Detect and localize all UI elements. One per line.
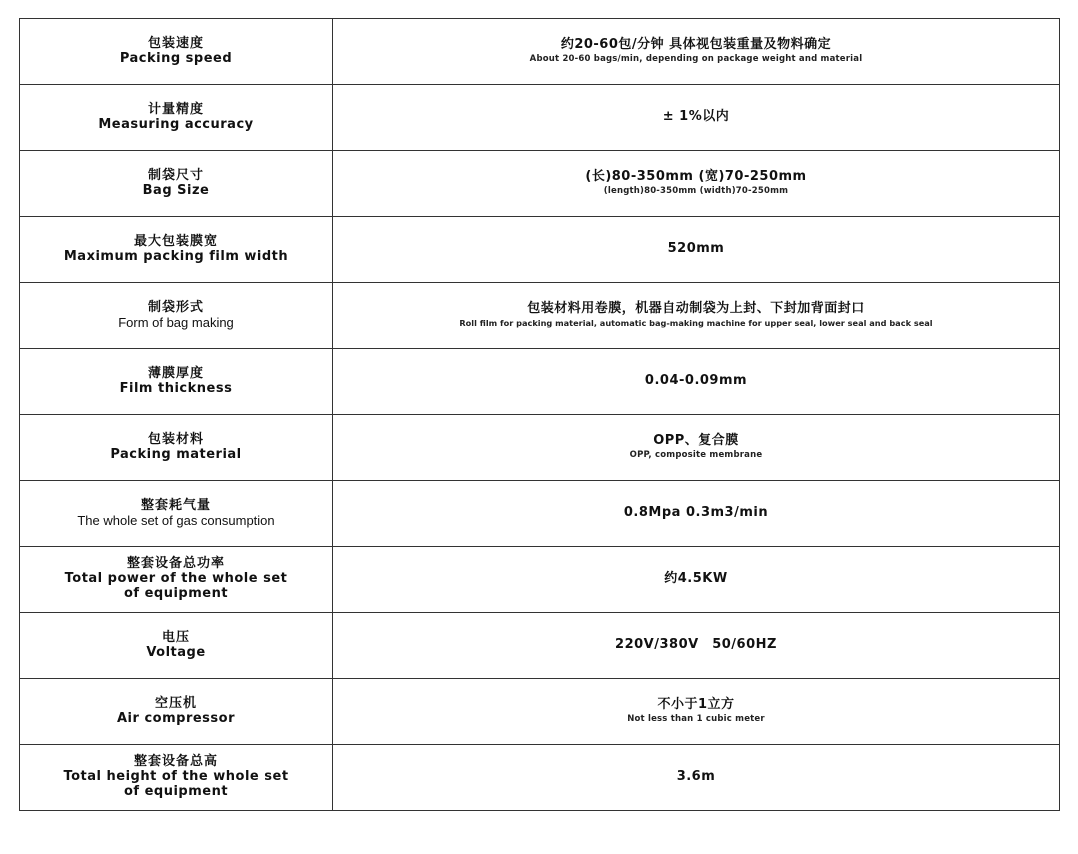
spec-label-zh: 制袋形式 [147, 299, 204, 315]
table-row [20, 481, 1060, 547]
spec-label-zh: 整套耗气量 [140, 497, 211, 513]
spec-label-en: Total power of the whole set [64, 571, 288, 587]
spec-label-cell [20, 679, 333, 745]
table-row [20, 679, 1060, 745]
spec-label-zh: 电压 [161, 629, 190, 645]
spec-value-cell [333, 217, 1060, 283]
spec-value: 0.04-0.09mm [644, 373, 748, 389]
spec-value-en: Roll film for packing material, automatic bag-making machine for upper seal, lower seal and back seal [459, 318, 933, 329]
spec-label-cell [20, 547, 333, 613]
spec-value: 0.8Mpa 0.3m3/min [623, 505, 769, 521]
spec-label-cell [20, 349, 333, 415]
spec-value-en: About 20-60 bags/min, depending on package weight and material [529, 54, 863, 65]
spec-label-zh: 计量精度 [147, 101, 204, 117]
spec-label-en: Film thickness [119, 380, 233, 396]
spec-value-cell [333, 85, 1060, 151]
table-row [20, 151, 1060, 217]
spec-label-en: Form of bag making [118, 314, 234, 330]
spec-value-en: Not less than 1 cubic meter [627, 714, 765, 725]
spec-value-cell [333, 283, 1060, 349]
table-row [20, 217, 1060, 283]
spec-label-en: The whole set of gas consumption [77, 512, 275, 528]
spec-label-zh: 空压机 [154, 695, 197, 711]
spec-label-zh: 包装材料 [147, 431, 204, 447]
spec-value: 包装材料用卷膜，机器自动制袋为上封、下封加背面封口 [527, 301, 865, 317]
spec-label-en: Packing speed [119, 50, 233, 66]
spec-label-en: Maximum packing film width [63, 248, 289, 264]
spec-table [19, 18, 1060, 811]
spec-value: ± 1%以内 [662, 109, 730, 125]
spec-label-zh: 整套设备总高 [133, 754, 218, 770]
spec-label-en-line-2: of equipment [123, 783, 229, 799]
spec-label-cell [20, 745, 333, 811]
spec-value-cell [333, 151, 1060, 217]
table-row [20, 19, 1060, 85]
spec-label-cell [20, 415, 333, 481]
spec-value-cell [333, 547, 1060, 613]
spec-value: 520mm [667, 241, 725, 257]
spec-value: OPP、复合膜 [653, 433, 739, 449]
spec-label-zh: 包装速度 [147, 35, 204, 51]
table-row [20, 547, 1060, 613]
spec-label-zh: 薄膜厚度 [147, 365, 204, 381]
spec-value-cell [333, 679, 1060, 745]
spec-label-en: Packing material [110, 446, 242, 462]
table-row [20, 283, 1060, 349]
table-row [20, 85, 1060, 151]
spec-label-en: Measuring accuracy [98, 116, 254, 132]
spec-value: 220V/380V 50/60HZ [615, 637, 777, 653]
spec-label-cell [20, 217, 333, 283]
spec-label-en: Air compressor [117, 710, 235, 726]
spec-label-en: Bag Size [142, 182, 210, 198]
spec-value-cell [333, 481, 1060, 547]
spec-label-cell [20, 85, 333, 151]
spec-label-cell [20, 151, 333, 217]
spec-value-cell [333, 745, 1060, 811]
spec-label-cell [20, 283, 333, 349]
table-row [20, 349, 1060, 415]
spec-label-zh: 制袋尺寸 [147, 167, 204, 183]
spec-value-en: (length)80-350mm (width)70-250mm [603, 186, 789, 197]
spec-label-zh: 整套设备总功率 [126, 556, 225, 572]
spec-label-cell [20, 481, 333, 547]
spec-value-cell [333, 415, 1060, 481]
spec-value-cell [333, 349, 1060, 415]
table-row [20, 415, 1060, 481]
spec-value-cell [333, 613, 1060, 679]
spec-value: (长)80-350mm (宽)70-250mm [585, 169, 807, 185]
spec-value-cell [333, 19, 1060, 85]
spec-value: 约20-60包/分钟 具体视包装重量及物料确定 [560, 37, 832, 53]
spec-value: 不小于1立方 [657, 697, 735, 713]
spec-value-en: OPP, composite membrane [629, 450, 763, 461]
spec-label-zh: 最大包装膜宽 [133, 233, 218, 249]
spec-value: 3.6m [676, 769, 716, 785]
table-row [20, 745, 1060, 811]
spec-label-en: Total height of the whole set [63, 769, 289, 785]
spec-value: 约4.5KW [664, 571, 728, 587]
spec-label-en-line-2: of equipment [123, 585, 229, 601]
spec-label-en: Voltage [146, 644, 206, 660]
spec-label-cell [20, 19, 333, 85]
spec-label-cell [20, 613, 333, 679]
table-row [20, 613, 1060, 679]
